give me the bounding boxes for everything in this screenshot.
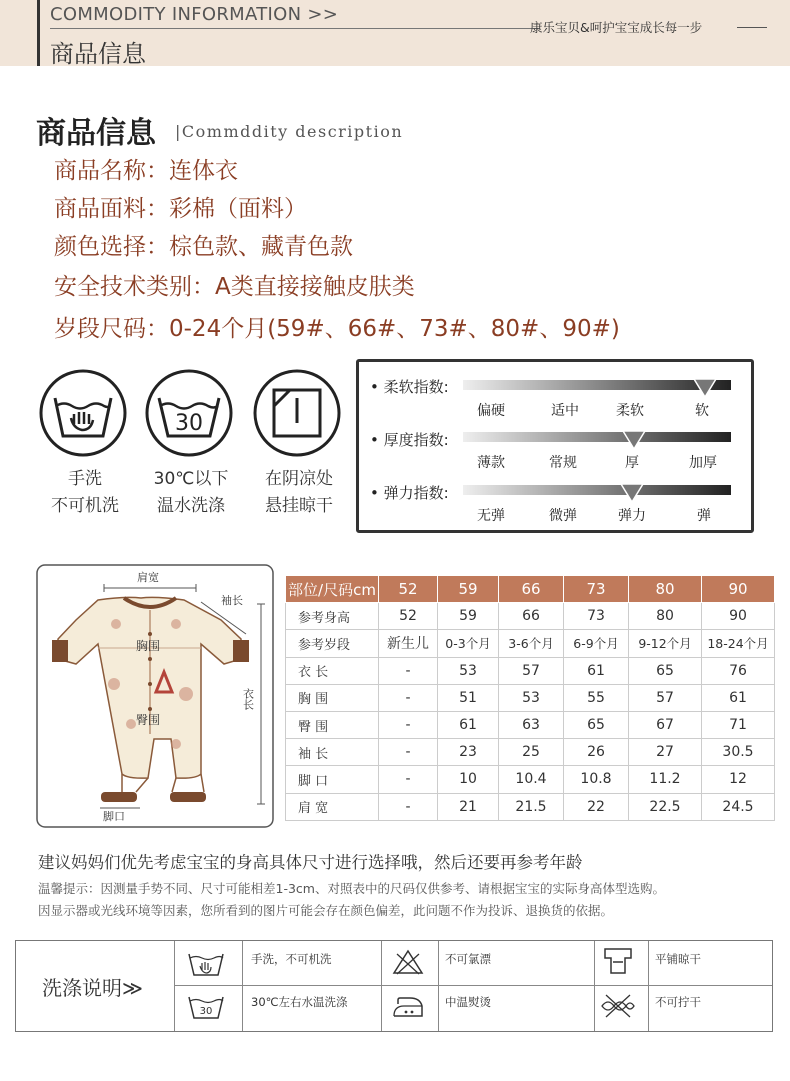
table-row <box>286 766 775 793</box>
table-cell: 76 <box>702 657 775 684</box>
table-cell: 3-6个月 <box>499 630 564 657</box>
index-tick: 常规 <box>549 455 577 471</box>
table-row <box>286 684 775 711</box>
table-cell: 90 <box>702 603 775 630</box>
index-tick: 柔软 <box>616 403 644 419</box>
care-label-wash-temp <box>136 466 246 520</box>
tip-measurement: 温馨提示：因测量手势不同、尺寸可能相差1-3cm、对照表中的尺码仅供参考、请根据宝宝的实际身高体型选购。 <box>38 881 665 896</box>
wash-divider <box>594 941 595 1031</box>
table-cell: 0-3个月 <box>438 630 499 657</box>
elasticity-index-bar <box>463 485 731 495</box>
wash-divider <box>242 941 243 1031</box>
table-cell: 53 <box>438 657 499 684</box>
header-title-en: COMMODITY INFORMATION >> <box>50 4 339 25</box>
garment-diagram <box>36 564 274 828</box>
info-product-name: 商品名称：连体衣 <box>54 158 238 184</box>
table-cell: 21.5 <box>499 793 564 820</box>
table-cell: 65 <box>564 711 629 738</box>
care-label-line: 不可机洗 <box>51 496 119 516</box>
table-cell: 18-24个月 <box>702 630 775 657</box>
care-label-line: 手洗 <box>68 469 102 489</box>
care-label-line: 在阴凉处 <box>265 469 333 489</box>
table-cell: 67 <box>629 711 702 738</box>
table-header-cell: 52 <box>379 576 438 603</box>
index-tick: 微弹 <box>549 508 577 524</box>
table-cell: 12 <box>702 766 775 793</box>
wash-text-iron: 中温熨烫 <box>445 995 491 1009</box>
care-label-line: 30℃以下 <box>153 469 229 489</box>
label-sleeve: 袖长 <box>221 594 243 607</box>
info-color: 颜色选择：棕色款、藏青色款 <box>54 234 353 260</box>
table-cell: 73 <box>564 603 629 630</box>
table-cell: 参考身高 <box>286 603 379 630</box>
info-safety: 安全技术类别：A类直接接触皮肤类 <box>54 274 415 300</box>
softness-index-bar <box>463 380 731 390</box>
table-cell: - <box>379 793 438 820</box>
table-cell: 61 <box>564 657 629 684</box>
table-cell: 25 <box>499 739 564 766</box>
care-label-hand-wash <box>30 466 140 520</box>
size-table-header <box>286 576 775 603</box>
header-accent-bar <box>37 0 40 66</box>
table-header-cell: 部位/尺码cm <box>286 576 379 603</box>
table-cell: 臀 围 <box>286 711 379 738</box>
thickness-index-bar <box>463 432 731 442</box>
table-cell: 61 <box>438 711 499 738</box>
wash-divider <box>381 941 382 1031</box>
softness-marker-icon <box>693 378 717 398</box>
softness-index-label: • 柔软指数: <box>370 378 449 396</box>
thickness-marker-icon <box>622 430 646 450</box>
header-slogan: 康乐宝贝&呵护宝宝成长每一步 <box>530 20 703 35</box>
table-cell: 55 <box>564 684 629 711</box>
index-tick: 厚 <box>625 455 639 471</box>
wash-divider <box>648 941 649 1031</box>
table-row <box>286 603 775 630</box>
wash-text-no-wring: 不可拧干 <box>655 995 701 1009</box>
table-row <box>286 657 775 684</box>
table-cell: 10.8 <box>564 766 629 793</box>
care-label-shade-dry <box>244 466 354 520</box>
table-header-cell: 90 <box>702 576 775 603</box>
hand-wash-icon <box>38 368 128 458</box>
wash-30-icon <box>144 368 234 458</box>
size-advice: 建议妈妈们优先考虑宝宝的身高具体尺寸进行选择哦，然后还要再参考年龄 <box>38 853 583 872</box>
table-cell: 52 <box>379 603 438 630</box>
wash-30-icon <box>186 991 226 1021</box>
table-cell: 80 <box>629 603 702 630</box>
wash-text-flat-dry: 平铺晾干 <box>655 952 701 966</box>
table-cell: 参考岁段 <box>286 630 379 657</box>
wash-temp-text: 30 <box>199 1006 213 1017</box>
index-tick: 适中 <box>551 403 579 419</box>
section-title: 商品信息 <box>36 116 156 151</box>
table-cell: - <box>379 657 438 684</box>
table-cell: 24.5 <box>702 793 775 820</box>
wash-text-bleach: 不可氯漂 <box>445 952 491 966</box>
table-cell: 21 <box>438 793 499 820</box>
table-header-cell: 80 <box>629 576 702 603</box>
tip-color: 因显示器或光线环境等因素，您所看到的图片可能会存在颜色偏差，此问题不作为投诉、退换货的依据。 <box>38 903 614 918</box>
table-cell: 9-12个月 <box>629 630 702 657</box>
shade-dry-icon <box>252 368 342 458</box>
info-fabric: 商品面料：彩棉（面料） <box>54 196 307 222</box>
wash-divider <box>438 941 439 1031</box>
header-divider <box>50 28 540 29</box>
table-cell: 10 <box>438 766 499 793</box>
table-cell: 61 <box>702 684 775 711</box>
size-table <box>285 575 775 821</box>
elasticity-marker-icon <box>620 483 644 503</box>
table-row <box>286 793 775 820</box>
table-cell: 22.5 <box>629 793 702 820</box>
table-cell: 袖 长 <box>286 739 379 766</box>
label-shoulder: 肩宽 <box>137 571 159 584</box>
table-cell: 脚 口 <box>286 766 379 793</box>
label-hip: 臀围 <box>135 713 161 727</box>
table-cell: - <box>379 739 438 766</box>
index-tick: 加厚 <box>689 455 717 471</box>
table-cell: 66 <box>499 603 564 630</box>
label-foot: 脚口 <box>103 810 125 823</box>
index-tick: 软 <box>695 403 709 419</box>
info-size-range: 岁段尺码：0-24个月(59#、66#、73#、80#、90#) <box>54 316 620 342</box>
no-wring-icon <box>600 992 636 1020</box>
table-cell: 59 <box>438 603 499 630</box>
wash-text-temp: 30℃左右水温洗涤 <box>251 995 348 1009</box>
iron-medium-icon <box>390 992 426 1020</box>
label-length: 衣长 <box>241 688 255 710</box>
wash-title: 洗涤说明≫ <box>42 976 143 1000</box>
table-row <box>286 711 775 738</box>
table-header-cell: 59 <box>438 576 499 603</box>
table-cell: 22 <box>564 793 629 820</box>
table-header-cell: 66 <box>499 576 564 603</box>
care-label-line: 温水洗涤 <box>157 496 225 516</box>
slogan-line <box>737 27 767 28</box>
table-cell: 26 <box>564 739 629 766</box>
elasticity-index-label: • 弹力指数: <box>370 484 449 502</box>
table-cell: 11.2 <box>629 766 702 793</box>
index-tick: 无弹 <box>477 508 505 524</box>
table-cell: 衣 长 <box>286 657 379 684</box>
section-subtitle: |Commddity description <box>175 122 404 141</box>
label-chest: 胸围 <box>135 639 161 653</box>
table-cell: 27 <box>629 739 702 766</box>
thickness-index-label: • 厚度指数: <box>370 431 449 449</box>
table-cell: 63 <box>499 711 564 738</box>
table-row <box>286 739 775 766</box>
table-cell: 51 <box>438 684 499 711</box>
table-cell: 53 <box>499 684 564 711</box>
table-cell: 30.5 <box>702 739 775 766</box>
wash-divider <box>174 985 772 986</box>
wash-divider <box>174 941 175 1031</box>
table-cell: - <box>379 711 438 738</box>
flat-dry-icon <box>602 946 634 976</box>
care-label-line: 悬挂晾干 <box>265 496 333 516</box>
table-cell: - <box>379 684 438 711</box>
table-cell: 65 <box>629 657 702 684</box>
no-bleach-icon <box>392 948 424 976</box>
wash-text-hand: 手洗，不可机洗 <box>251 952 332 966</box>
table-cell: 6-9个月 <box>564 630 629 657</box>
index-tick: 弹 <box>697 508 711 524</box>
table-cell: 肩 宽 <box>286 793 379 820</box>
table-cell: 胸 围 <box>286 684 379 711</box>
index-tick: 薄款 <box>477 455 505 471</box>
table-row <box>286 630 775 657</box>
hand-wash-icon <box>186 948 226 978</box>
table-cell: 71 <box>702 711 775 738</box>
table-cell: 57 <box>629 684 702 711</box>
table-header-cell: 73 <box>564 576 629 603</box>
table-cell: - <box>379 766 438 793</box>
index-tick: 弹力 <box>618 508 646 524</box>
table-cell: 23 <box>438 739 499 766</box>
header-title-cn: 商品信息 <box>50 40 146 68</box>
table-cell: 新生儿 <box>379 630 438 657</box>
table-cell: 57 <box>499 657 564 684</box>
index-tick: 偏硬 <box>477 403 505 419</box>
wash-temp-text: 30 <box>175 411 203 436</box>
table-cell: 10.4 <box>499 766 564 793</box>
